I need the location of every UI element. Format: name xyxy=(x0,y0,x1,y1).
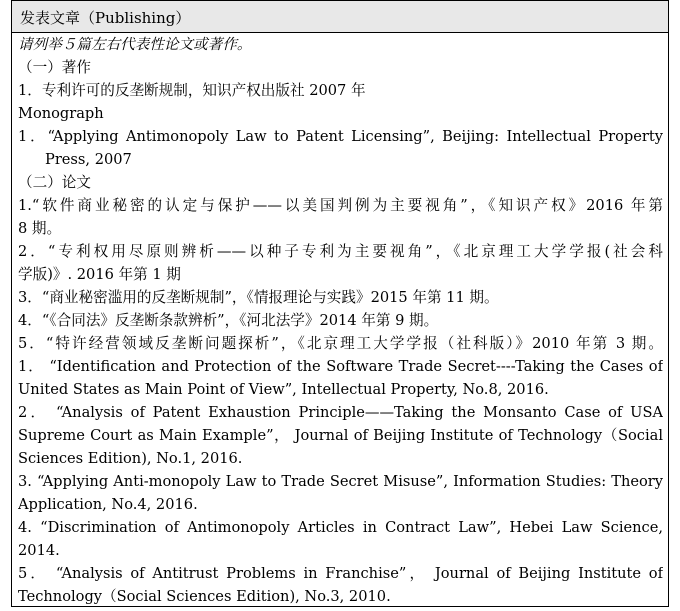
publication-line: 5．“特许经营领域反垄断问题探析”，《北京理工大学学报（社科版）》2010 年第 3 期。 xyxy=(18,335,663,352)
publication-line: Technology（Social Sciences Edition), No.3, 2010. xyxy=(18,588,391,605)
publication-line: Sciences Edition), No.1, 2016. xyxy=(18,450,243,467)
publication-line: 1．“Applying Antimonopoly Law to Patent Licensing”, Beijing: Intellectual Property xyxy=(18,128,663,145)
publication-line: 1．专利许可的反垄断规制，知识产权出版社 2007 年 xyxy=(18,82,366,99)
instruction-text: 请列举５篇左右代表性论文或著作。 xyxy=(18,36,252,53)
publication-line: 3. “Applying Anti-monopoly Law to Trade Secret Misuse”, Information Studies: Theory xyxy=(18,473,663,490)
publication-line: （二）论文 xyxy=(18,174,91,191)
publication-line: United States as Main Point of View”, Intellectual Property, No.8, 2016. xyxy=(18,381,549,398)
section-header-title: 发表文章（Publishing） xyxy=(20,9,191,27)
publication-list xyxy=(18,33,663,608)
publication-line: Supreme Court as Main Example”， Journal of Beijing Institute of Technology（Social xyxy=(18,427,663,444)
section-header xyxy=(12,1,668,33)
publication-line: Press, 2007 xyxy=(45,151,132,168)
publication-line: 学版)》. 2016 年第 1 期 xyxy=(18,266,181,283)
publication-line: Application, No.4, 2016. xyxy=(18,496,198,513)
publication-line: Monograph xyxy=(18,105,104,122)
publication-line: 2．“专利权用尽原则辨析——以种子专利为主要视角”，《北京理工大学学报(社会科 xyxy=(18,243,663,260)
publication-line: （一）著作 xyxy=(18,59,91,76)
publication-line: 8 期。 xyxy=(18,220,62,237)
publication-line: 3．“商业秘密滥用的反垄断规制”，《情报理论与实践》2015 年第 11 期。 xyxy=(18,289,499,306)
publication-line: 2． “Analysis of Patent Exhaustion Principle——Taking the Monsanto Case of USA xyxy=(18,404,663,421)
publication-line: 1． “Identification and Protection of the Software Trade Secret----Taking the Cases of xyxy=(18,358,663,375)
publication-line: 4. “Discrimination of Antimonopoly Articles in Contract Law”, Hebei Law Science, xyxy=(18,519,663,536)
publication-line: 1.“软件商业秘密的认定与保护——以美国判例为主要视角”，《知识产权》2016 年第 xyxy=(18,197,663,214)
publication-line: 4．“《合同法》反垄断条款辨析”，《河北法学》2014 年第 9 期。 xyxy=(18,312,439,329)
publication-line: 2014. xyxy=(18,542,60,559)
publication-line: 5． “Analysis of Antitrust Problems in Franchise”， Journal of Beijing Institute of xyxy=(18,565,663,582)
